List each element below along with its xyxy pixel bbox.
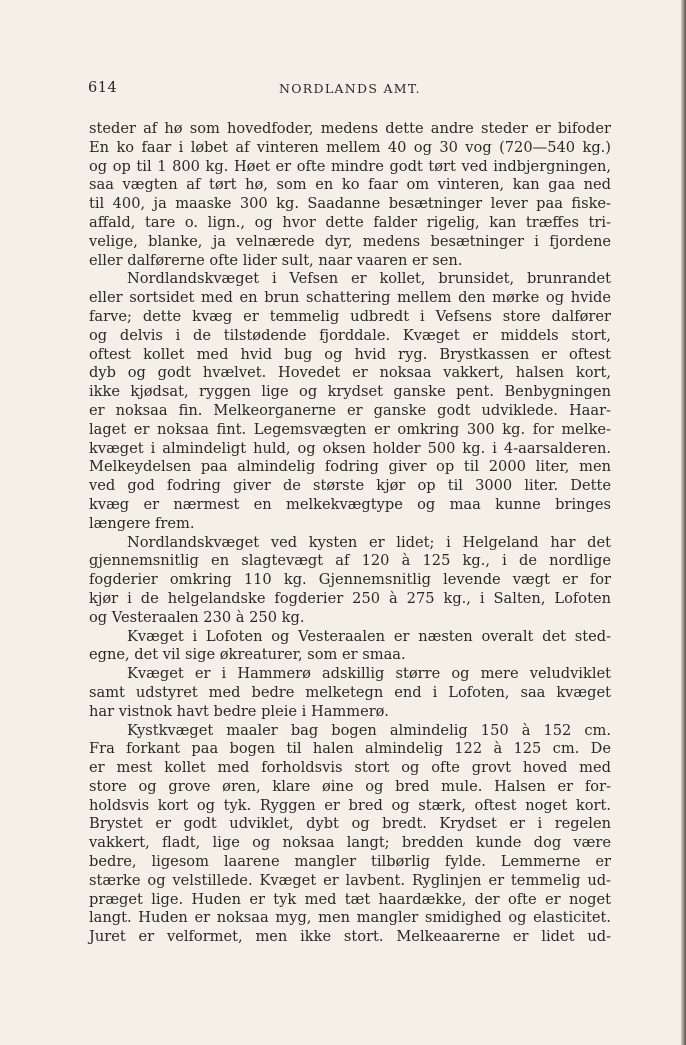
text-line: ved god fodring giver de største kjør op til 3000 liter. Dette xyxy=(89,477,611,495)
paragraph xyxy=(89,628,611,666)
text-line: er mest kollet med forholdsvis stort og ofte grovt hoved med xyxy=(89,759,611,777)
text-line: vakkert, fladt, lige og noksaa langt; bredden kunde dog være xyxy=(89,834,611,852)
paragraph xyxy=(89,270,611,533)
text-line: laget er noksaa fint. Legemsvægten er omkring 300 kg. for melke- xyxy=(89,420,611,438)
text-line: Nordlandskvæget ved kysten er lidet; i Helgeland har det xyxy=(127,533,611,551)
text-line: Nordlandskvæget i Vefsen er kollet, brunsidet, brunrandet xyxy=(127,270,611,288)
text-line: Kvæget er i Hammerø adskillig større og mere veludviklet xyxy=(127,665,611,683)
text-line: samt udstyret med bedre melketegn end i Lofoten, saa kvæget xyxy=(89,683,611,701)
running-title: NORDLANDS AMT. xyxy=(279,81,421,96)
paragraph xyxy=(89,120,611,270)
text-line: steder af hø som hovedfoder, medens dette andre steder er bifoder xyxy=(89,120,611,137)
text-line: har vistnok havt bedre pleie i Hammerø. xyxy=(89,702,389,720)
text-line: Kystkvæget maaler bag bogen almindelig 150 à 152 cm. xyxy=(127,721,611,739)
text-line: En ko faar i løbet af vinteren mellem 40 og 30 vog (720—540 kg.) xyxy=(89,138,611,156)
text-line: er noksaa fin. Melkeorganerne er ganske godt udviklede. Haar- xyxy=(89,401,611,419)
text-line: holdsvis kort og tyk. Ryggen er bred og stærk, oftest noget kort. xyxy=(89,796,611,814)
text-line: affald, tare o. lign., og hvor dette falder rigelig, kan træffes tri- xyxy=(89,213,611,231)
text-line: præget lige. Huden er tyk med tæt haardække, der ofte er noget xyxy=(89,890,611,908)
text-line: dyb og godt hvælvet. Hovedet er noksaa vakkert, halsen kort, xyxy=(89,364,611,382)
paragraph xyxy=(89,722,611,948)
text-line: gjennemsnitlig en slagtevægt af 120 à 125 kg., i de nordlige xyxy=(89,552,611,570)
text-line: og Vesteraalen 230 à 250 kg. xyxy=(89,608,305,626)
page-edge xyxy=(681,0,686,1045)
text-line: Juret er velformet, men ikke stort. Melkeaarerne er lidet ud- xyxy=(89,928,611,946)
text-line: eller dalførerne ofte lider sult, naar vaaren er sen. xyxy=(89,251,463,269)
text-line: store og grove øren, klare øine og bred mule. Halsen er for- xyxy=(89,777,611,795)
text-line: stærke og velstillede. Kvæget er lavbent. Ryglinjen er temmelig ud- xyxy=(89,871,611,889)
text-line: kvæget i almindeligt huld, og oksen holder 500 kg. i 4-aarsalderen. xyxy=(89,439,611,457)
text-line: Melkeydelsen paa almindelig fodring giver op til 2000 liter, men xyxy=(89,458,611,476)
text-line: Kvæget i Lofoten og Vesteraalen er næsten overalt det sted- xyxy=(127,627,611,645)
body-text xyxy=(89,120,611,947)
text-line: og delvis i de tilstødende fjorddale. Kvæget er middels stort, xyxy=(89,326,611,344)
page-number: 614 xyxy=(88,80,118,96)
text-line: saa vægten af tørt hø, som en ko faar om vinteren, kan gaa ned xyxy=(89,176,611,194)
text-line: ikke kjødsat, ryggen lige og krydset ganske pent. Benbygningen xyxy=(89,383,611,401)
text-line: kvæg er nærmest en melkekvægtype og maa kunne bringes xyxy=(89,495,611,513)
text-line: velige, blanke, ja velnærede dyr, medens besætninger i fjordene xyxy=(89,232,611,250)
text-line: bedre, ligesom laarene mangler tilbørlig fylde. Lemmerne er xyxy=(89,853,611,871)
text-line: fogderier omkring 110 kg. Gjennemsnitlig levende vægt er for xyxy=(89,571,611,589)
text-line: Brystet er godt udviklet, dybt og bredt. Krydset er i regelen xyxy=(89,815,611,833)
text-line: længere frem. xyxy=(89,514,195,532)
text-line: kjør i de helgelandske fogderier 250 à 275 kg., i Salten, Lofoten xyxy=(89,589,611,607)
text-line: oftest kollet med hvid bug og hvid ryg. Brystkassen er oftest xyxy=(89,345,611,363)
text-line: Fra forkant paa bogen til halen almindelig 122 à 125 cm. De xyxy=(89,740,611,758)
paragraph xyxy=(89,534,611,628)
text-line: til 400, ja maaske 300 kg. Saadanne besætninger lever paa fiske- xyxy=(89,195,611,213)
page-header xyxy=(88,80,612,100)
text-line: langt. Huden er noksaa myg, men mangler smidighed og elasticitet. xyxy=(89,909,611,927)
text-line: eller sortsidet med en brun schattering mellem den mørke og hvide xyxy=(89,289,611,307)
paragraph xyxy=(89,665,611,721)
text-line: egne, det vil sige økreaturer, som er smaa. xyxy=(89,646,406,664)
text-line: farve; dette kvæg er temmelig udbredt i Vefsens store dalfører xyxy=(89,307,611,325)
text-line: og op til 1 800 kg. Høet er ofte mindre godt tørt ved indbjergningen, xyxy=(89,157,611,175)
